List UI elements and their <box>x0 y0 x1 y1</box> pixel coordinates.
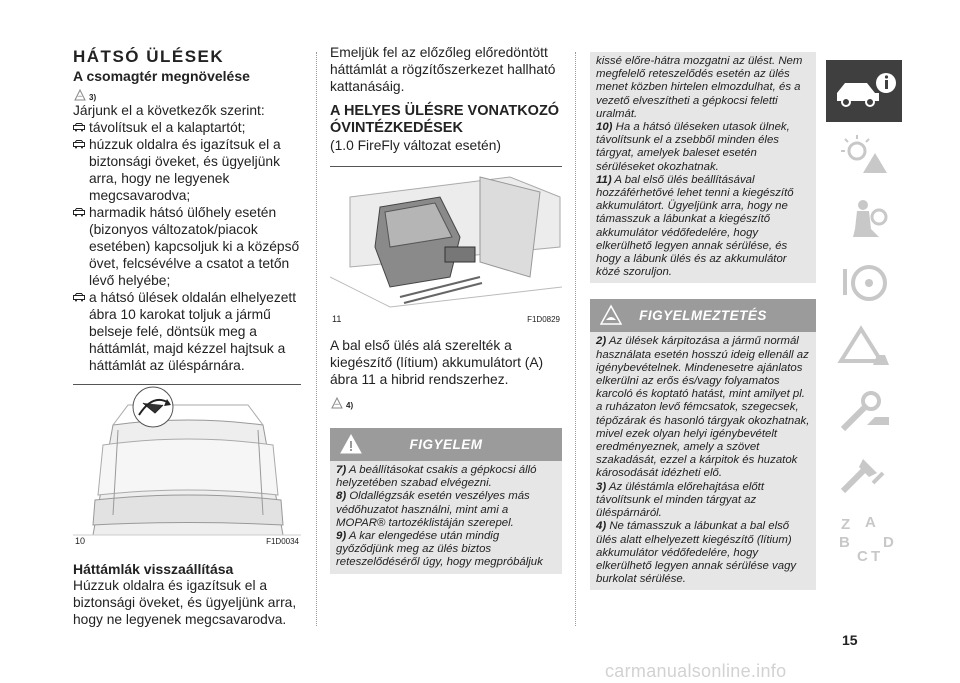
car-info-icon <box>831 71 897 111</box>
section-title-rear-seats: HÁTSÓ ÜLÉSEK <box>73 47 225 66</box>
figure-code: F1D0829 <box>527 315 560 324</box>
list-item: húzzuk oldalra és igazítsuk el a biztonsági öveket, és ügyeljünk arra, hogy ne legyenek megcsavarodva; <box>73 136 301 204</box>
car-bullet-icon <box>73 140 85 149</box>
svg-text:C: C <box>857 548 868 565</box>
note-item: 3) Az üléstámla előrehajtása előtt távolítsunk el minden tárgyat az üléspárnáról. <box>596 480 765 520</box>
figure-11-battery <box>330 166 562 327</box>
caution-box <box>330 428 562 574</box>
sidebar-item-dashboard[interactable] <box>826 124 902 186</box>
sidebar-item-technical-data[interactable] <box>826 444 902 506</box>
note-item: 2) Az ülések kárpitozása a jármű normál használata esetén hosszú ideig ellenáll az igénybevételnek. Mindenesetre ajánlatos elkerülni az erős és/vagy folyamatos karcoló és koptató hatást, mint amilyet pl. a ruházaton levő fémcsatok, szegecsek, tépőzárak és hasonló tárgyak okozhatnak, mivel ezek olyan helyi igénybevételt eredményeznek, amely a szövet szakadását, ezzel a kárpitok és huzatok károsodását idézheti elő. <box>596 335 810 480</box>
svg-text:A: A <box>865 514 876 531</box>
battery-under-seat-illustration <box>330 167 562 327</box>
sidebar-item-index[interactable] <box>826 508 902 570</box>
page-number: 15 <box>842 632 858 648</box>
warning-lights-icon <box>839 133 889 177</box>
figure-number: 10 <box>75 536 86 546</box>
note-item: 9) A kar elengedése után mindig győződjünk meg az ülés biztos reteszelődéséről úgy, hogy megpróbáljuk <box>336 530 543 569</box>
backrest-restore-text: Húzzuk oldalra és igazítsuk el a biztonsági öveket, és ügyeljünk arra, hogy ne legyenek megcsavarodva. <box>73 578 297 627</box>
sidebar-item-maintenance[interactable] <box>826 380 902 442</box>
warning-hand-icon <box>73 88 87 102</box>
steering-wheel-icon <box>839 261 889 305</box>
intro-text: Járjunk el a következők szerint: <box>73 103 265 118</box>
column-2 <box>330 44 562 574</box>
watermark-text: carmanualsonline.info <box>605 661 787 681</box>
figure-code: F1D0034 <box>266 537 299 546</box>
figure-number: 11 <box>332 314 342 324</box>
notice-box <box>590 299 816 590</box>
version-note: (1.0 FireFly változat esetén) <box>330 138 501 153</box>
warning-reference: 4) <box>330 392 562 410</box>
warning-reference: 3) <box>73 84 301 102</box>
road-warning-icon <box>837 325 891 369</box>
wrench-car-icon <box>837 389 891 433</box>
caution-box-header <box>330 428 562 461</box>
warning-hand-icon <box>330 396 344 410</box>
note-item: 8) Oldallégzsák esetén veszélyes más védőhuzatot használni, mint ami a MOPAR® tartozéklistáján szerepel. <box>336 490 530 529</box>
car-bullet-icon <box>73 123 85 132</box>
svg-text:T: T <box>871 548 881 565</box>
svg-text:B: B <box>839 534 850 551</box>
svg-text:Z: Z <box>841 516 851 533</box>
column-3 <box>590 52 816 590</box>
subsection-title-boot-extension: A csomagtér megnövelése <box>73 68 250 84</box>
alphabetical-index-icon <box>831 511 897 567</box>
warning-triangle-icon <box>340 433 362 455</box>
notice-box-body <box>590 332 816 590</box>
backrest-lift-text: Emeljük fel az előzőleg előredöntött háttámlát a rögzítőszerkezet hallható kattanásáig. <box>330 45 556 94</box>
chapter-sidebar <box>826 60 902 572</box>
warning-hand-icon <box>600 304 622 326</box>
list-item: a hátsó ülések oldalán elhelyezett ábra 10 karokat toljuk a jármű belseje felé, döntsük meg a háttámlát, majd kézzel hajtsuk a háttámlát az üléspárnára. <box>73 289 301 374</box>
sidebar-item-safety[interactable] <box>826 188 902 250</box>
note-continuation: kissé előre-hátra mozgatni az ülést. Nem megfelelő reteszelődés esetén az ülés menet közben hirtelen elmozdulhat, és a vezető elveszítheti a gépkocsi feletti uralmát. <box>596 55 803 120</box>
sidebar-item-emergency[interactable] <box>826 316 902 378</box>
notice-box-header <box>590 299 816 332</box>
figure-10-rear-seat <box>73 384 301 549</box>
sidebar-item-driving[interactable] <box>826 252 902 314</box>
car-bullet-icon <box>73 293 85 302</box>
list-item: harmadik hátsó ülőhely esetén (bizonyos változatok/piacok esetében) kapcsoljuk ki a középső övet, felcsévélve a csatot a tetőn lévő helyébe; <box>73 204 301 289</box>
sidebar-item-car-info[interactable] <box>826 60 902 122</box>
seat-airbag-icon <box>839 197 889 241</box>
caution-box-body <box>330 461 562 574</box>
car-bullet-icon <box>73 208 85 217</box>
list-item: távolítsuk el a kalaptartót; <box>73 119 301 136</box>
notice-box-title: FIGYELMEZTETÉS <box>639 308 767 324</box>
svg-text:D: D <box>883 534 894 551</box>
column-1 <box>73 48 301 628</box>
caution-box-continued <box>590 52 816 283</box>
technical-data-icon <box>837 453 891 497</box>
subsection-title-backrest-restore: Háttámlák visszaállítása <box>73 561 234 577</box>
note-item: 7) A beállításokat csakis a gépkocsi álló helyzetében szabad elvégezni. <box>336 464 537 490</box>
section-title-seat-precautions: A HELYES ÜLÉSRE VONATKOZÓ ÓVINTÉZKEDÉSEK <box>330 103 560 136</box>
battery-location-text: A bal első ülés alá szerelték a kiegészítő (lítium) akkumulátort (A) ábra 11 a hibrid rendszerhez. <box>330 338 544 387</box>
caution-box-title: FIGYELEM <box>409 437 483 452</box>
rear-seat-illustration <box>73 385 301 549</box>
note-item: 11) A bal első ülés beállításával hozzáférhetővé lehet tenni a kiegészítő akkumulátort. Ügyeljünk arra, hogy ne támasszuk a lábunkat a kiegészítő akkumulátor védőfedelére, hogy elkerülhető legyen annak sérülése, és hogy a lábunk ülés és az akkumulátor közé szoruljon. <box>596 173 794 279</box>
note-item: 10) Ha a hátsó üléseken utasok ülnek, távolítsunk el a zsebből minden éles tárgyat, amelyek baleset esetén sérüléseket okozhatnak. <box>596 121 790 173</box>
note-item: 4) Ne támasszuk a lábunkat a bal első ülés alatt elhelyezett kiegészítő (lítium) akkumulátor védőfedelére, hogy elkerülhető legyen annak sérülése vagy burkolat sérülése. <box>596 520 797 586</box>
